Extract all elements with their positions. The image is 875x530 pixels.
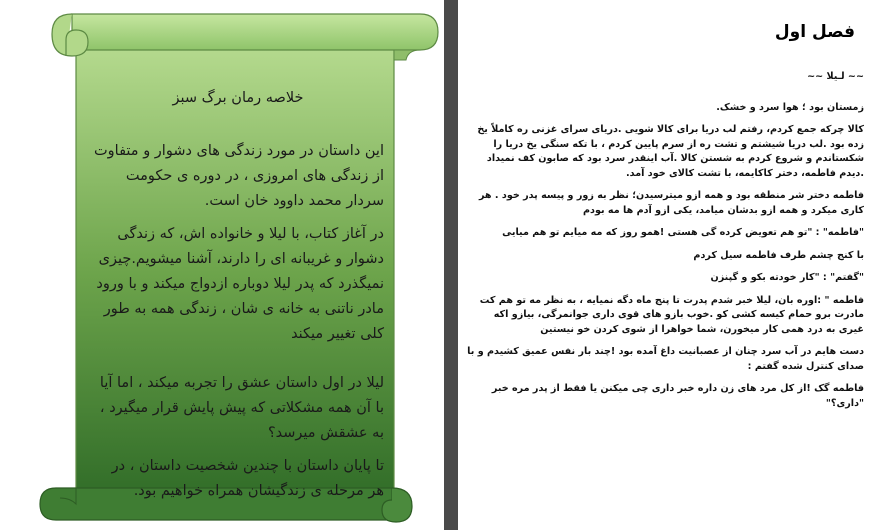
story-paragraph: با کنج چشم طرف فاطمه سیل کردم xyxy=(693,249,864,261)
story-paragraph: فاطمه دختر شر منطقه بود و همه ازو میترسیدن؛ نظر به زور و پیسه پدر خود . هر کاری میکرد و همه ازو بدشان میامد، یکی ازو آدم ها مه بودم xyxy=(478,190,864,216)
scroll-paragraph: تا پایان داستان با چندین شخصیت داستان ، در هر مرحله ی زندگیشان همراه خواهیم بود. xyxy=(111,458,384,499)
story-paragraph: فاطمه گک !از کل مرد های زن داره خبر داری چی میکنن یا فقط از پدر مره خبر "داری؟" xyxy=(491,383,864,409)
scroll-text-block xyxy=(92,82,384,512)
page-gutter xyxy=(444,0,458,530)
story-paragraph: "فاطمه" : "تو هم تعویض کرده گی هستی !همو روز که مه میایم تو هم میایی xyxy=(502,227,864,238)
story-paragraph: فاطمه " :اوره بان، لیلا خبر شدم پدرت تا پنج ماه دگه نمیایه ، به نظر مه تو هم کت مادرت برو حمام کیسه کشی کو .خوب بازو های قوی داری جوانمرگی، بیازو اکه غیری به درد همی کار میخورن، شما خواهرا از شوی کردن خو نیستین xyxy=(479,294,864,335)
chapter-title: فصل اول xyxy=(774,22,855,42)
scroll-paragraph: در آغاز کتاب، با لیلا و خانواده اش، که زندگی دشوار و غریبانه ای را دارند، آشنا میشویم.چیزی نمیگذرد که پدر لیلا دوباره ازدواج میکند و با ورود مادر ناتنی به خانه ی شان ، زندگی همه به طور کلی تغییر میکند xyxy=(96,226,384,342)
scroll-paragraph: این داستان در مورد زندگی های دشوار و متفاوت از زندگی های امروزی ، در دوره ی حکومت سردار محمد داوود خان است. xyxy=(94,143,384,209)
story-paragraph: زمستان بود ؛ هوا سرد و خشک. xyxy=(716,101,864,113)
story-text xyxy=(466,70,864,419)
story-paragraph: "گفتم" : "کار خودته بکو و گپنزن xyxy=(710,272,864,283)
author-line: ~~ لـیلا ~~ xyxy=(807,71,864,82)
scroll-paragraph: لیلا در اول داستان عشق را تجربه میکند ، اما آیا با آن همه مشکلاتی که پیش پایش قرار میگیرد ، به عشقش میرسد؟ xyxy=(99,375,384,441)
story-paragraph: دست هایم در آب سرد چنان از عصبانیت داغ آمده بود !چند بار نفس عمیق کشیدم و با صدای کنترل شده گفتم : xyxy=(467,346,864,372)
story-paragraph: کالا چرکه جمع کردم، رفتم لب دریا برای کالا شویی .دریای سرای غزنی ره کاملاً یخ زده بود .لب دریا شیشتم و تشت ره از سرم پایین کردم ، با تکه سنگی یخ دریا را شکستاندم و شروع کردم به شستن کالا .آب اینقدر سرد بود که صابون کف نمیداد .دیدم فاطمه، دختر کاکایمه، با تشت کالای خود آمد. xyxy=(477,124,864,179)
scroll-title: خلاصه رمان برگ سبز xyxy=(172,90,304,106)
right-page xyxy=(458,0,875,530)
